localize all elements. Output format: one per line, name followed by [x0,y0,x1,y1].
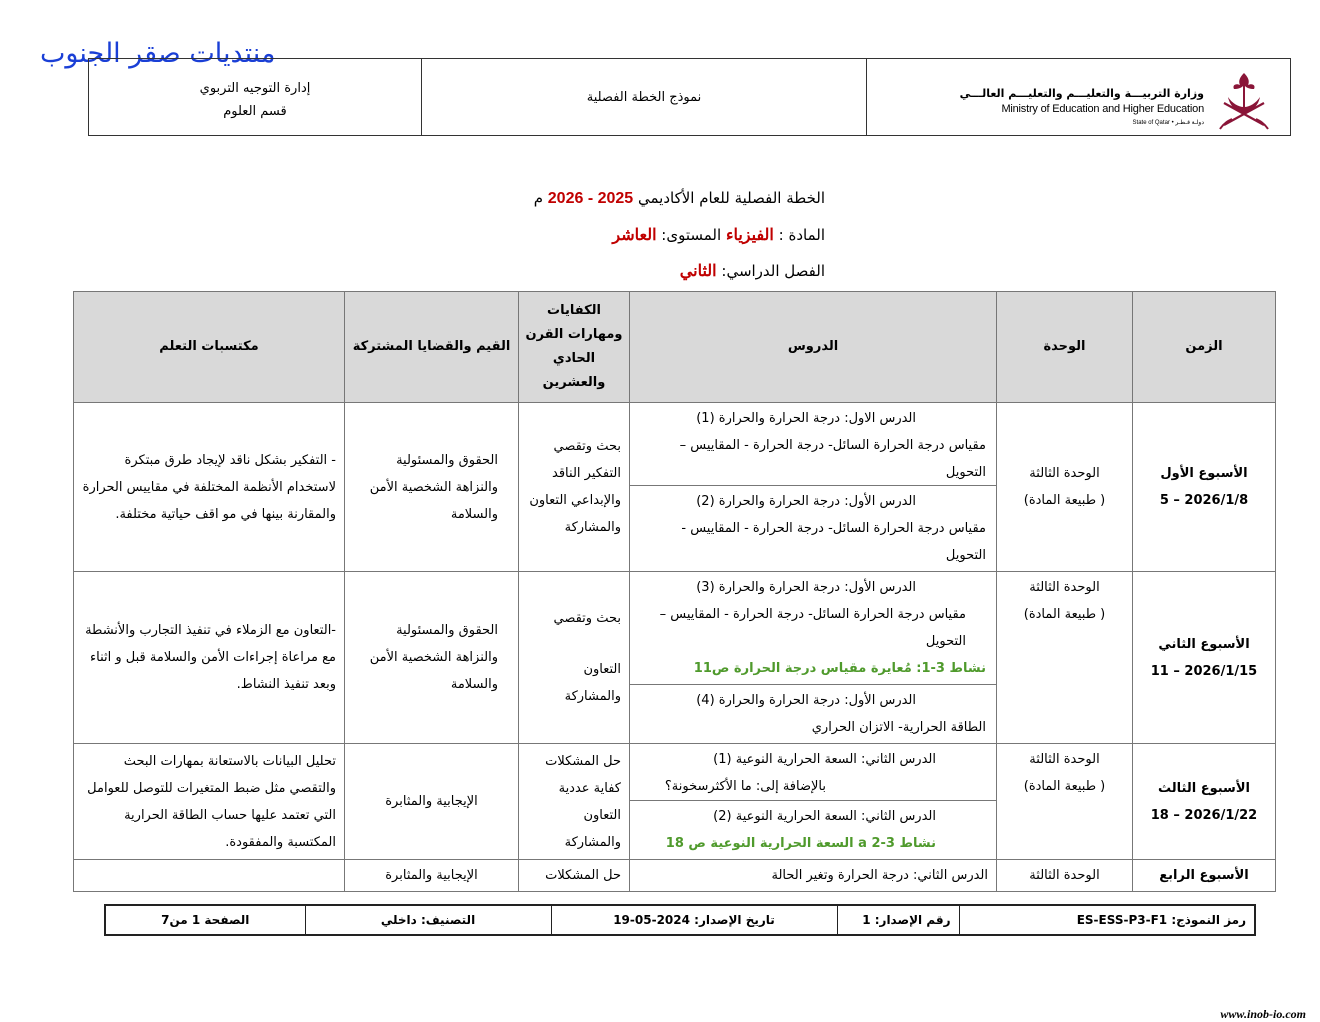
lessons-cell [630,744,997,860]
page-number: الصفحة 1 من7 [105,905,305,935]
table-header-row [74,292,1276,403]
form-title: نموذج الخطة الفصلية [422,59,867,136]
unit-cell: الوحدة الثالثة ( طبيعة المادة) [997,744,1133,860]
academic-year: 2025 - 2026 [547,190,634,207]
lessons-cell: الدرس الثاني: درجة الحرارة وتغير الحالة [630,860,997,892]
unit-cell: الوحدة الثالثة [997,860,1133,892]
subject-name: الفيزياء [725,227,774,244]
outcomes-cell [74,860,345,892]
qatar-emblem-icon [1214,67,1274,131]
lesson-block: الدرس الأول: درجة الحرارة والحرارة (2) مقياس درجة الحرارة السائل- درجة الحرارة - المقاييس - التحويل [630,485,996,571]
outcomes-cell: تحليل البيانات بالاستعانة بمهارات البحث والتقصي مثل ضبط المتغيرات للتوصل للعوامل التي تعتمد عليها حساب الطاقة الحرارية المكتسبة والمفقودة. [74,744,345,860]
document-header [88,58,1291,136]
table-row [74,744,1276,860]
week-cell: الأسبوع الرابع [1133,860,1276,892]
table-row [74,572,1276,744]
watermark-text: منتديات صقر الجنوب [40,38,276,69]
ministry-logo [959,67,1274,131]
version-number: رقم الإصدار: 1 [837,905,959,935]
competencies-cell: حل المشكلات [519,860,630,892]
classification: التصنيف: داخلي [305,905,551,935]
ministry-name-en: Ministry of Education and Higher Education [1001,103,1204,115]
competencies-cell: حل المشكلات كفاية عددية التعاون والمشاركة [519,744,630,860]
lesson-block: الدرس الثاني: السعة الحرارية النوعية (2) نشاط a 2-3 السعة الحرارية النوعية ص 18 [630,800,996,859]
col-header-time: الزمن [1133,292,1276,403]
values-cell: الإيجابية والمثابرة [345,860,519,892]
col-header-competencies: الكفايات ومهارات القرن الحادي والعشرين [519,292,630,403]
col-header-lessons: الدروس [630,292,997,403]
term-line: الفصل الدراسي: الثاني [679,262,825,280]
lessons-cell [630,572,997,744]
form-code: رمز النموذج: ES-ESS-P3-F1 [959,905,1255,935]
competencies-cell: بحث وتقصي التعاون والمشاركة [519,572,630,744]
values-cell: الإيجابية والمثابرة [345,744,519,860]
document-footer [104,904,1256,936]
lesson-block: الدرس الثاني: السعة الحرارية النوعية (1) بالإضافة إلى: ما الأكثرسخونة؟ [664,752,936,794]
state-name: State of Qatar • دولـة قـطـر [1132,120,1204,126]
lesson-block: الدرس الاول: درجة الحرارة والحرارة (1) مقياس درجة الحرارة السائل- درجة الحرارة - المقاييس – التحويل [679,411,986,480]
col-header-values: القيم والقضايا المشتركة [345,292,519,403]
competencies-cell: بحث وتقصي التفكير الناقد والإبداعي التعاون والمشاركة [519,403,630,572]
lesson-block: الدرس الأول: درجة الحرارة والحرارة (4) الطاقة الحرارية- الاتزان الحراري [630,684,996,743]
lesson-block: الدرس الأول: درجة الحرارة والحرارة (3) مقياس درجة الحرارة السائل- درجة الحرارة - المقاييس – التحويل نشاط 3-1: مُعايرة مقياس درجة الحرارة ص11 [630,572,996,684]
lessons-cell [630,403,997,572]
department-name: إدارة التوجيه التربوي [199,81,311,96]
site-url: www.inob-io.com [1220,1007,1306,1021]
ministry-name-ar: وزارة التربيـــة والتعليـــم والتعليـــم العالـــي [959,87,1204,100]
values-cell: الحقوق والمسئولية والنزاهة الشخصية الأمن والسلامة [345,572,519,744]
week-cell: الأسبوع الثالث 18 – 2026/1/22 [1133,744,1276,860]
term-name: الثاني [679,263,717,280]
week-cell: الأسبوع الثاني 11 – 2026/1/15 [1133,572,1276,744]
semester-plan-table [73,291,1276,892]
table-row [74,860,1276,892]
plan-title: الخطة الفصلية للعام الأكاديمي 2025 - 2026 م [533,189,825,207]
issue-date: تاريخ الإصدار: 2024-05-19 [551,905,837,935]
subject-line: المادة : الفيزياء المستوى: العاشر [612,226,825,244]
col-header-unit: الوحدة [997,292,1133,403]
values-cell: الحقوق والمسئولية والنزاهة الشخصية الأمن والسلامة [345,403,519,572]
unit-cell: الوحدة الثالثة ( طبيعة المادة) [997,572,1133,744]
col-header-outcomes: مكتسبات التعلم [74,292,345,403]
outcomes-cell: - التفكير بشكل ناقد لإيجاد طرق مبتكرة لاستخدام الأنظمة المختلفة في مقاييس الحرارة والمقارنة بينها في مو اقف حياتية مختلفة. [74,403,345,572]
ministry-logo-cell [867,59,1291,136]
unit-cell: الوحدة الثالثة ( طبيعة المادة) [997,403,1133,572]
department-cell [89,59,422,136]
activity-label: نشاط a 2-3 السعة الحرارية النوعية ص 18 [665,836,936,851]
level-name: العاشر [612,227,657,244]
table-row [74,403,1276,572]
activity-label: نشاط 3-1: مُعايرة مقياس درجة الحرارة ص11 [693,661,986,676]
section-name: قسم العلوم [223,104,287,119]
outcomes-cell: -التعاون مع الزملاء في تنفيذ التجارب والأنشطة مع مراعاة إجراءات الأمن والسلامة قبل و اثناء وبعد تنفيذ النشاط. [74,572,345,744]
week-cell: الأسبوع الأول 5 – 2026/1/8 [1133,403,1276,572]
